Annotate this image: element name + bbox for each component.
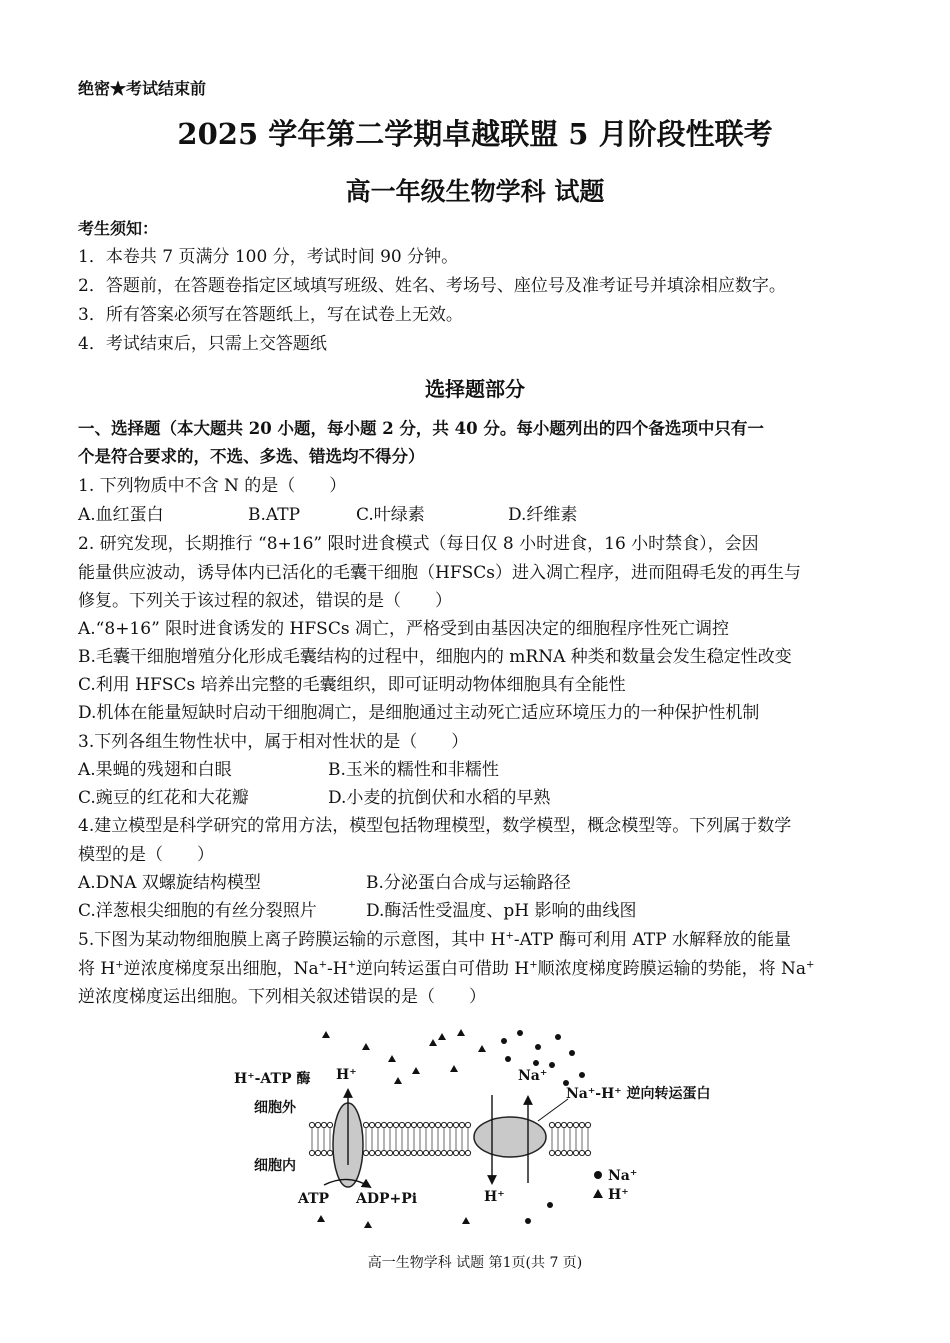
membrane-transport-figure [220,1025,760,1245]
exam-subtitle: 高一年级生物学科 试题 [345,177,605,206]
h-ion-triangle [412,1067,420,1074]
legend-na-dot [594,1171,602,1179]
h-ion-triangle [478,1045,486,1052]
q3-option-a: A.果蝇的残翅和白眼 [78,760,232,780]
part-instructions: 个是符合要求的，不选、多选、错选均不得分） [78,447,425,466]
question-1-stem: 1. 下列物质中不含 N 的是（ ） [78,476,347,496]
question-5-stem: 将 H+逆浓度梯度泵出细胞，Na+-H+逆向转运蛋白可借助 H+顺浓度梯度跨膜运输的势能，将 Na+ [78,959,815,979]
adp-pi-label: ADP+Pi [356,1191,418,1207]
h-ion-label-top: H⁺ [336,1067,357,1083]
na-ion-label-top: Na⁺ [518,1068,548,1084]
na-ion-dot [525,1218,531,1224]
q4-option-b: B.分泌蛋白合成与运输路径 [366,873,571,893]
page-footer: 高一生物学科 试题 第1页(共 7 页) [367,1255,583,1271]
question-5-stem: 5.下图为某动物细胞膜上离子跨膜运输的示意图，其中 H+-ATP 酶可利用 ATP 水解释放的能量 [78,930,792,950]
h-atpase-label: H⁺-ATP 酶 [234,1071,311,1087]
h-ion-triangle [450,1065,458,1072]
q1-option-c: C.叶绿素 [356,505,425,525]
na-ion-dot [569,1050,575,1056]
q2-option-a: A.“8+16” 限时进食诱发的 HFSCs 凋亡，严格受到由基因决定的细胞程序性死亡调控 [78,619,729,639]
h-ion-triangle [457,1029,465,1036]
na-ion-dot [549,1062,555,1068]
h-ion-triangle [322,1031,330,1038]
legend-na-label: Na⁺ [608,1168,638,1184]
legend-h-label: H⁺ [608,1187,629,1203]
q1-option-a: A.血红蛋白 [78,505,164,525]
na-ion-dot [535,1044,541,1050]
antiporter-protein [474,1117,546,1157]
question-4-stem: 模型的是（ ） [78,845,214,865]
q1-option-b: B.ATP [248,505,301,525]
h-ion-label-bottom: H⁺ [484,1189,505,1205]
part-instructions: 一、选择题（本大题共 20 小题，每小题 2 分，共 40 分。每小题列出的四个备选项中只有一 [78,419,764,438]
confidential-label: 绝密★考试结束前 [78,79,207,98]
q2-option-b: B.毛囊干细胞增殖分化形成毛囊结构的过程中，细胞内的 mRNA 种类和数量会发生稳定性改变 [78,647,792,667]
outside-cell-label: 细胞外 [254,1100,296,1116]
q3-option-c: C.豌豆的红花和大花瓣 [78,788,249,808]
question-2-stem: 修复。下列关于该过程的叙述，错误的是（ ） [78,591,452,611]
atp-label: ATP [298,1191,330,1207]
note-item: 4．考试结束后，只需上交答题纸 [78,334,327,354]
exam-title: 2025 学年第二学期卓越联盟 5 月阶段性联考 [177,117,773,151]
na-ion-dot [555,1034,561,1040]
na-ion-dot [547,1202,553,1208]
h-ion-triangle [438,1033,446,1040]
h-ion-triangle [364,1221,372,1228]
note-item: 1．本卷共 7 页满分 100 分，考试时间 90 分钟。 [78,247,459,267]
antiporter-label: Na⁺-H⁺ 逆向转运蛋白 [566,1086,711,1102]
antiporter-leader-line [538,1099,568,1121]
q4-option-a: A.DNA 双螺旋结构模型 [78,873,261,893]
note-item: 2．答题前，在答题卷指定区域填写班级、姓名、考场号、座位号及准考证号并填涂相应数字。 [78,276,786,296]
h-ion-triangle [388,1055,396,1062]
h-ion-triangle [462,1217,470,1224]
question-4-stem: 4.建立模型是科学研究的常用方法，模型包括物理模型，数学模型，概念模型等。下列属于数学 [78,816,792,836]
q3-option-d: D.小麦的抗倒伏和水稻的早熟 [328,788,551,808]
na-ion-dot [501,1038,507,1044]
question-3-stem: 3.下列各组生物性状中，属于相对性状的是（ ） [78,732,469,752]
h-ion-triangle [362,1043,370,1050]
inside-cell-label: 细胞内 [254,1158,296,1174]
na-ion-dot [533,1060,539,1066]
legend-h-triangle [593,1189,603,1198]
q4-option-c: C.洋葱根尖细胞的有丝分裂照片 [78,901,317,921]
h-ion-triangle [394,1077,402,1084]
question-5-stem: 逆浓度梯度运出细胞。下列相关叙述错误的是（ ） [78,987,486,1007]
question-2-stem: 能量供应波动，诱导体内已活化的毛囊干细胞（HFSCs）进入凋亡程序，进而阻碍毛发的再生与 [78,563,801,583]
h-ion-triangle [317,1215,325,1222]
q1-option-d: D.纤维素 [508,505,578,525]
q2-option-d: D.机体在能量短缺时启动干细胞凋亡，是细胞通过主动死亡适应环境压力的一种保护性机制 [78,703,760,723]
q3-option-b: B.玉米的糯性和非糯性 [328,760,499,780]
h-ion-triangle [429,1039,437,1046]
na-ion-dot [505,1056,511,1062]
question-2-stem: 2. 研究发现，长期推行 “8+16” 限时进食模式（每日仅 8 小时进食，16 小时禁食），会因 [78,534,759,554]
q4-option-d: D.酶活性受温度、pH 影响的曲线图 [366,901,637,921]
na-ion-dot [579,1072,585,1078]
note-item: 3．所有答案必须写在答题纸上，写在试卷上无效。 [78,305,463,325]
notes-heading: 考生须知： [78,219,159,238]
q2-option-c: C.利用 HFSCs 培养出完整的毛囊组织，即可证明动物体细胞具有全能性 [78,675,626,695]
section-title: 选择题部分 [425,377,525,401]
na-ion-dot [517,1030,523,1036]
